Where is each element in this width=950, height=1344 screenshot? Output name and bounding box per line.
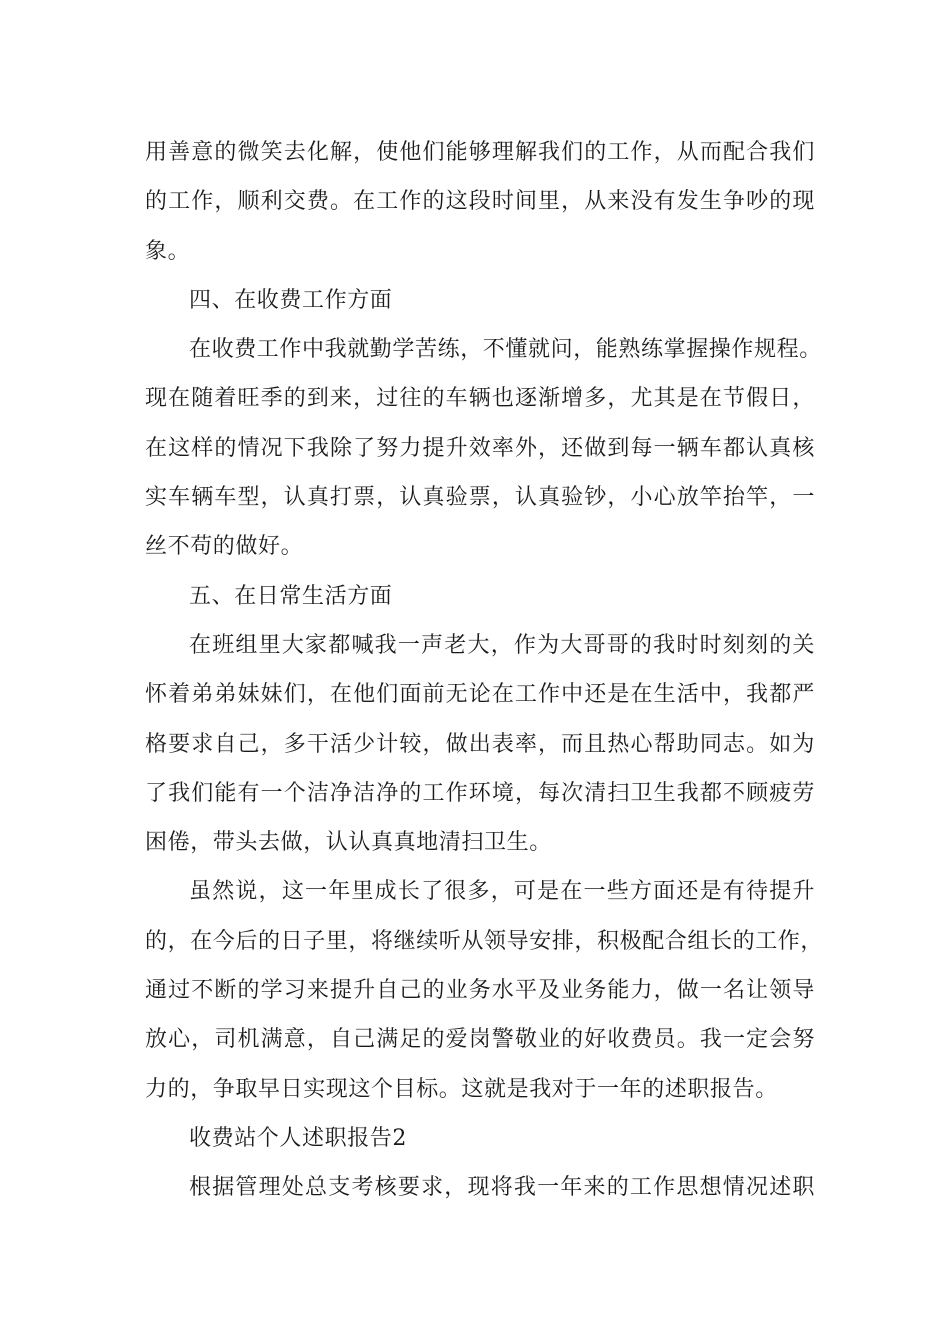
text-line: 了我们能有一个洁净洁净的工作环境，每次清扫卫生我都不顾疲劳 — [145, 780, 815, 806]
text-line: 在收费工作中我就勤学苦练，不懂就问，能熟练掌握操作规程。 — [189, 337, 822, 363]
text-line: 象。 — [145, 238, 191, 264]
text-line: 丝不苟的做好。 — [145, 534, 304, 560]
text-line: 的工作，顺利交费。在工作的这段时间里，从来没有发生争吵的现 — [145, 189, 815, 215]
text-line: 实车辆车型，认真打票，认真验票，认真验钞，小心放竿抬竿，一 — [145, 485, 815, 511]
text-line: 五、在日常生活方面 — [189, 583, 393, 609]
text-line: 放心，司机满意，自己满足的爱岗警敬业的好收费员。我一定会努 — [145, 1027, 815, 1053]
text-line: 用善意的微笑去化解，使他们能够理解我们的工作，从而配合我们 — [145, 140, 815, 165]
text-line: 困倦，带头去做，认认真真地清扫卫生。 — [145, 830, 552, 856]
text-line: 在班组里大家都喊我一声老大，作为大哥哥的我时时刻刻的关 — [189, 632, 815, 658]
text-line: 格要求自己，多干活少计较，做出表率，而且热心帮助同志。如为 — [145, 731, 815, 757]
text-line: 怀着弟弟妹妹们，在他们面前无论在工作中还是在生活中，我都严 — [145, 682, 815, 708]
text-line: 力的，争取早日实现这个目标。这就是我对于一年的述职报告。 — [145, 1076, 778, 1102]
text-line: 的，在今后的日子里，将继续听从领导安排，积极配合组长的工作， — [145, 928, 824, 954]
text-line: 虽然说，这一年里成长了很多，可是在一些方面还是有待提升 — [189, 879, 815, 905]
text-line: 通过不断的学习来提升自己的业务水平及业务能力，做一名让领导 — [145, 978, 815, 1004]
text-line: 在这样的情况下我除了努力提升效率外，还做到每一辆车都认真核 — [145, 435, 815, 461]
text-line: 现在随着旺季的到来，过往的车辆也逐渐增多，尤其是在节假日， — [145, 386, 815, 412]
text-line: 收费站个人述职报告2 — [189, 1125, 407, 1151]
body-text — [145, 128, 824, 1213]
text-line: 根据管理处总支考核要求，现将我一年来的工作思想情况述职 — [189, 1175, 815, 1201]
text-line: 四、在收费工作方面 — [189, 287, 393, 313]
